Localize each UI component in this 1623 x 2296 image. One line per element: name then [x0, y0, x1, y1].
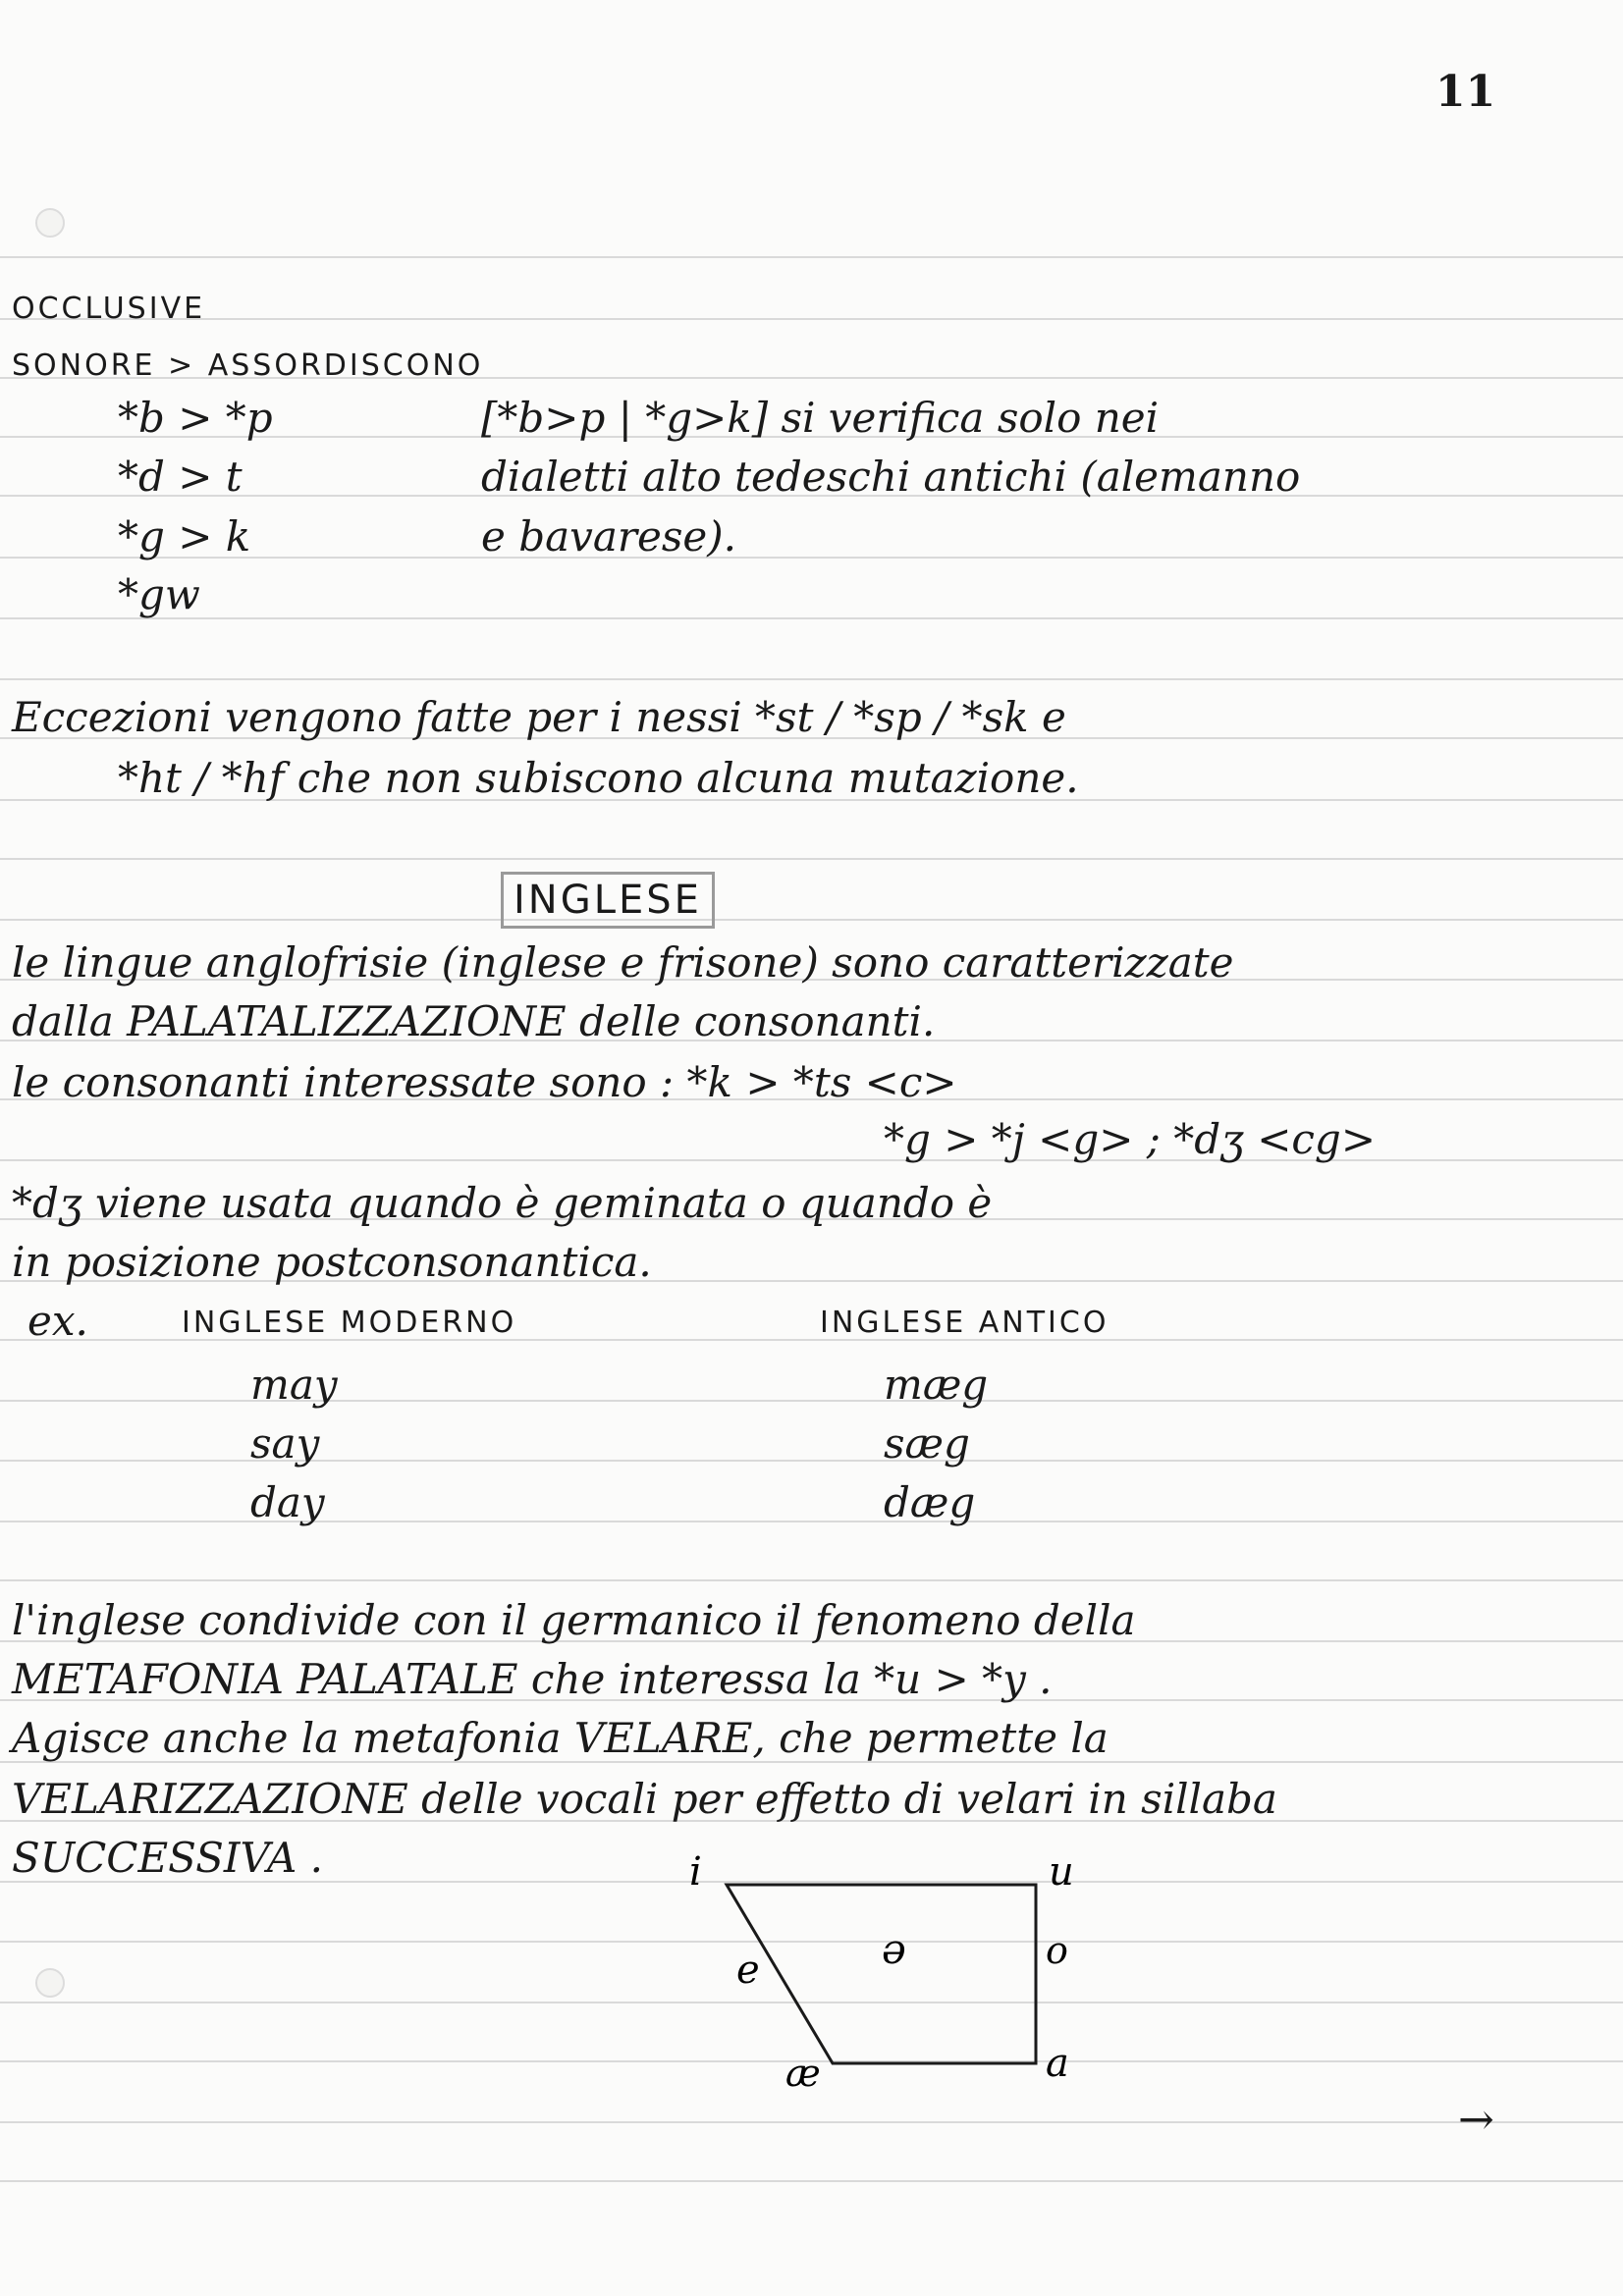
rule-gw: *gw [118, 570, 200, 618]
inglese-line-4: *g > *j <g> ; *dʒ <cg> [884, 1115, 1377, 1163]
table-header-antico: INGLESE ANTICO [820, 1306, 1109, 1340]
vowel-label-ae: æ [785, 2052, 821, 2095]
table-row-2-antico: sæg [884, 1419, 970, 1468]
example-label: ex. [27, 1297, 88, 1345]
vowel-label-o: o [1046, 1929, 1068, 1972]
subheading-sonore: SONORE > ASSORDISCONO [12, 348, 484, 383]
occlusive-note-line-2: dialetti alto tedeschi antichi (alemanno [481, 453, 1301, 501]
inglese-line-1: le lingue anglofrisie (inglese e frisone) sono caratterizzate [12, 938, 1234, 987]
page-number: 11 [1435, 67, 1496, 117]
vowel-label-schwa: ə [882, 1925, 906, 1973]
table-row-1-moderno: may [250, 1361, 338, 1409]
vowel-trapezoid-diagram [668, 1845, 1119, 2101]
table-row-3-antico: dæg [884, 1478, 976, 1526]
rule-d: *d > t [118, 453, 243, 501]
vowel-label-e: e [736, 1948, 760, 1993]
rule-g: *g > k [118, 512, 251, 561]
vowel-label-u: u [1049, 1849, 1074, 1895]
occlusive-note-line-1: [*b>p | *g>k] si verifica solo nei [481, 394, 1160, 442]
table-row-3-moderno: day [250, 1478, 325, 1526]
rule-b: *b > *p [118, 394, 273, 442]
table-row-1-antico: mæg [884, 1361, 989, 1409]
table-row-2-moderno: say [250, 1419, 320, 1468]
section-heading-occlusive: OCCLUSIVE [12, 292, 206, 326]
inglese-line-5: *dʒ viene usata quando è geminata o quando è [12, 1179, 993, 1227]
metafonia-line-2: METAFONIA PALATALE che interessa la *u > *y . [12, 1655, 1053, 1703]
metafonia-line-5: SUCCESSIVA . [12, 1834, 324, 1882]
vowel-label-i: i [689, 1849, 702, 1895]
metafonia-line-4: VELARIZZAZIONE delle vocali per effetto di velari in sillaba [12, 1775, 1277, 1823]
inglese-line-6: in posizione postconsonantica. [12, 1238, 652, 1286]
vowel-trapezoid-shape [727, 1885, 1036, 2063]
inglese-line-2: dalla PALATALIZZAZIONE delle consonanti. [12, 997, 936, 1045]
metafonia-line-1: l'inglese condivide con il germanico il fenomeno della [12, 1596, 1136, 1644]
vowel-label-a: a [1046, 2041, 1069, 2086]
eccezioni-line-2: *ht / *hf che non subiscono alcuna mutazione. [118, 754, 1079, 802]
metafonia-line-3: Agisce anche la metafonia VELARE, che permette la [12, 1714, 1109, 1762]
section-title-inglese: INGLESE [501, 872, 715, 929]
inglese-line-3: le consonanti interessate sono : *k > *ts <c> [12, 1058, 957, 1106]
punch-hole-bottom [35, 1968, 65, 1998]
next-page-arrow-icon: → [1458, 2095, 1494, 2145]
occlusive-note-line-3: e bavarese). [481, 512, 736, 561]
table-header-moderno: INGLESE MODERNO [182, 1306, 517, 1340]
eccezioni-line-1: Eccezioni vengono fatte per i nessi *st / *sp / *sk e [12, 693, 1066, 741]
punch-hole-top [35, 208, 65, 238]
